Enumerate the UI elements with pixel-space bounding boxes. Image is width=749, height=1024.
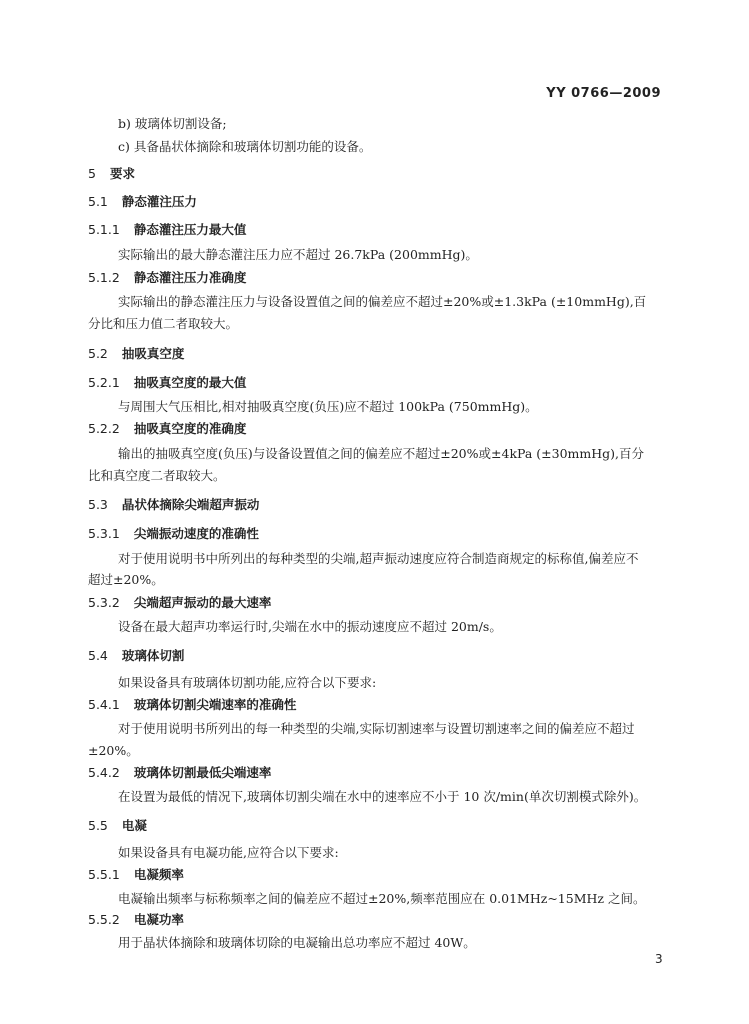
section-5-2-heading: [88, 346, 668, 362]
section-title: 抽吸真空度的最大值: [133, 375, 247, 390]
paragraph: 对于使用说明书中所列出的每种类型的尖端,超声振动速度应符合制造商规定的标称值,偏差应不: [118, 551, 639, 566]
paragraph: 输出的抽吸真空度(负压)与设备设置值之间的偏差应不超过±20%或±4kPa (±30mmHg),百分: [118, 446, 645, 461]
section-5-5-heading: [88, 818, 668, 834]
paragraph-continuation: 比和真空度二者取较大。: [88, 468, 226, 483]
section-number: 5.3.1: [88, 526, 120, 541]
section-title: 抽吸真空度: [121, 346, 185, 361]
section-number: 5: [88, 166, 96, 181]
section-5-4-2-heading: [88, 765, 668, 781]
paragraph: 电凝输出频率与标称频率之间的偏差应不超过±20%,频率范围应在 0.01MHz~15MHz 之间。: [118, 891, 646, 906]
section-title: 尖端振动速度的准确性: [133, 526, 259, 541]
paragraph-continuation: 分比和压力值二者取较大。: [88, 316, 239, 331]
list-item-c: c) 具备晶状体摘除和玻璃体切割功能的设备。: [118, 139, 372, 154]
section-5-4-heading: [88, 648, 668, 664]
section-number: 5.5.2: [88, 912, 120, 927]
section-number: 5.3: [88, 497, 108, 512]
section-number: 5.1: [88, 194, 108, 209]
section-number: 5.4.2: [88, 765, 120, 780]
section-title: 玻璃体切割尖端速率的准确性: [133, 697, 297, 712]
section-5-5-1-heading: [88, 867, 668, 883]
section-5-2-1-heading: [88, 375, 668, 391]
paragraph-continuation: ±20%。: [88, 743, 139, 758]
paragraph: 如果设备具有电凝功能,应符合以下要求:: [118, 845, 339, 860]
section-5-1-2-heading: [88, 270, 668, 286]
section-title: 玻璃体切割: [121, 648, 185, 663]
section-title: 静态灌注压力最大值: [133, 222, 247, 237]
section-title: 要求: [109, 166, 135, 181]
section-5-3-2-heading: [88, 595, 668, 611]
section-title: 玻璃体切割最低尖端速率: [133, 765, 272, 780]
paragraph: 实际输出的静态灌注压力与设备设置值之间的偏差应不超过±20%或±1.3kPa (±10mmHg),百: [118, 294, 647, 309]
section-number: 5.4: [88, 648, 108, 663]
section-number: 5.5.1: [88, 867, 120, 882]
section-number: 5.4.1: [88, 697, 120, 712]
standard-code-header: YY 0766—2009: [546, 86, 661, 101]
paragraph: 对于使用说明书所列出的每一种类型的尖端,实际切割速率与设置切割速率之间的偏差应不超过: [118, 721, 635, 736]
section-number: 5.5: [88, 818, 108, 833]
section-number: 5.2.2: [88, 421, 120, 436]
paragraph: 与周围大气压相比,相对抽吸真空度(负压)应不超过 100kPa (750mmHg)。: [118, 399, 538, 414]
paragraph: 用于晶状体摘除和玻璃体切除的电凝输出总功率应不超过 40W。: [118, 935, 476, 950]
section-title: 电凝功率: [133, 912, 184, 927]
paragraph-continuation: 超过±20%。: [88, 572, 164, 587]
section-5-1-heading: [88, 194, 668, 210]
section-5-1-1-heading: [88, 222, 668, 238]
section-5-2-2-heading: [88, 421, 668, 437]
section-5-heading: [88, 166, 668, 182]
section-title: 电凝: [121, 818, 147, 833]
section-title: 静态灌注压力: [121, 194, 197, 209]
paragraph: 在设置为最低的情况下,玻璃体切割尖端在水中的速率应不小于 10 次/min(单次切割模式除外)。: [118, 789, 647, 804]
section-5-3-heading: [88, 497, 668, 513]
list-item-b: b) 玻璃体切割设备;: [118, 116, 227, 131]
section-title: 抽吸真空度的准确度: [133, 421, 247, 436]
page-number: 3: [655, 952, 663, 966]
section-number: 5.2.1: [88, 375, 120, 390]
section-title: 晶状体摘除尖端超声振动: [121, 497, 260, 512]
section-5-3-1-heading: [88, 526, 668, 542]
paragraph: 如果设备具有玻璃体切割功能,应符合以下要求:: [118, 675, 377, 690]
paragraph: 实际输出的最大静态灌注压力应不超过 26.7kPa (200mmHg)。: [118, 247, 478, 262]
section-5-5-2-heading: [88, 912, 668, 928]
section-number: 5.2: [88, 346, 108, 361]
section-5-4-1-heading: [88, 697, 668, 713]
section-title: 电凝频率: [133, 867, 184, 882]
section-number: 5.3.2: [88, 595, 120, 610]
section-title: 静态灌注压力准确度: [133, 270, 247, 285]
section-title: 尖端超声振动的最大速率: [133, 595, 272, 610]
paragraph: 设备在最大超声功率运行时,尖端在水中的振动速度应不超过 20m/s。: [118, 619, 502, 634]
section-number: 5.1.1: [88, 222, 120, 237]
section-number: 5.1.2: [88, 270, 120, 285]
